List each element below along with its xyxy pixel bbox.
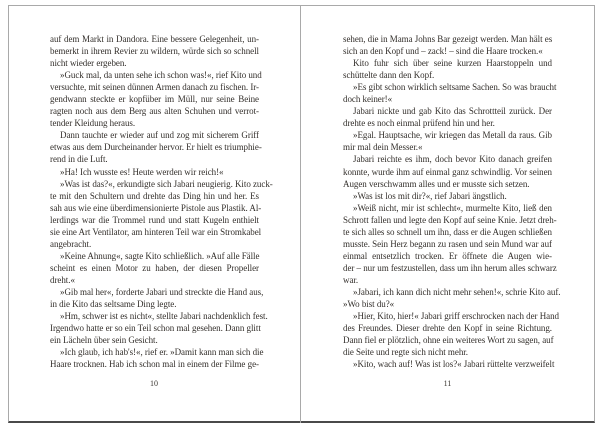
right-page-number: 11	[443, 379, 452, 388]
text-line: »Hm, schwer ist es nicht«, stellte Jabari nachdenklich fest.	[60, 311, 268, 322]
text-line: lerdings war die Trommel rund und statt Kugeln enthielt	[50, 214, 259, 225]
text-line: musste. Sein Herz begann zu rasen und sein Mund war auf	[343, 238, 552, 249]
text-line: tender Kleidung heraus.	[50, 118, 136, 129]
text-line: in die Kito das seltsame Ding legte.	[50, 299, 177, 310]
text-line: scheint es einen Motor zu haben, der diesen Propeller	[50, 262, 259, 273]
text-line: bemerkt in ihrem Revier zu wildern, würde sich so schnell	[50, 46, 259, 57]
text-line: war.	[343, 274, 359, 285]
text-line: die Seite und regte sich nicht mehr.	[343, 347, 468, 358]
text-line: nicht wieder ergeben.	[50, 58, 127, 69]
text-line: sah aus wie eine überdimensionierte Pistole aus Plastik. Al-	[50, 202, 262, 213]
text-line: des Freundes. Dieser drehte den Kopf in seine Richtung.	[343, 323, 552, 334]
left-page-number: 10	[150, 379, 158, 388]
text-line: Haare trocknen. Hab ich schon mal in einem der Filme ge-	[50, 359, 259, 370]
right-page-text	[343, 33, 561, 370]
text-line: mir mal dein Messer.«	[343, 142, 423, 153]
text-line: einmal entsetzlich trocken. Er öffnete die Augen wie-	[343, 250, 552, 261]
text-line: »Guck mal, da unten sehe ich schon was!«, rief Kito und	[60, 70, 262, 81]
text-line: ragten noch aus dem Berg aus alten Schuhen und verrot-	[50, 106, 259, 117]
text-line: etwas aus dem Durcheinander hervor. Er hielt es triumphie-	[50, 142, 262, 153]
text-line: »Keine Ahnung«, sagte Kito schließlich. »Auf alle Fälle	[60, 250, 260, 261]
text-line: Jabari nickte und gab Kito das Schrottteil zurück. Der	[353, 106, 552, 117]
text-line: te mit den Schultern und drehte das Ding hin und her. Es	[50, 190, 259, 201]
text-line: Jabari reichte es ihm, doch bevor Kito danach greifen	[353, 154, 552, 165]
text-line: Schrott fallen und legte den Kopf auf seine Knie. Jetzt dreh-	[343, 214, 557, 225]
text-line: gendwann steckte er kopfüber im Müll, nur seine Beine	[50, 94, 259, 105]
text-line: sie eine Art Ventilator, am hinteren Teil war ein Stromkabel	[50, 226, 262, 237]
text-line: »Weiß nicht, mir ist schlecht«, murmelte Kito, ließ den	[353, 202, 552, 213]
text-line: »Was ist das?«, erkundigte sich Jabari neugierig. Kito zuck-	[60, 178, 273, 189]
text-line: »Kito, wach auf! Was ist los?« Jabari rüttelte verzweifelt	[353, 359, 555, 370]
text-line: drehte es noch einmal prüfend hin und her.	[343, 118, 495, 129]
text-line: »Es gibt schon wirklich seltsame Sachen. So was braucht	[353, 82, 557, 93]
text-line: konnte, wurde ihm auf einmal ganz schwindlig. Vor seinen	[343, 166, 552, 177]
text-line: doch keiner!«	[343, 94, 393, 105]
text-line: angebracht.	[50, 238, 92, 249]
left-page-text	[50, 33, 273, 370]
text-line: dreht.«	[50, 274, 75, 285]
text-line: der – nur um festzustellen, dass um ihn herum alles schwarz	[343, 262, 557, 273]
text-line: sich an den Kopf und – zack! – sind die Haare trocken.«	[343, 46, 543, 57]
text-line: rend in die Luft.	[50, 154, 108, 165]
text-line: »Egal. Hauptsache, wir kriegen das Metall da raus. Gib	[353, 130, 552, 141]
text-line: ein Lächeln über sein Gesicht.	[50, 335, 158, 346]
left-page	[8, 0, 300, 426]
text-line: Irgendwo hatte er so ein Teil schon mal gesehen. Dann glitt	[50, 323, 261, 334]
text-line: »Ich glaub, ich hab's!«, rief er. »Damit kann man sich die	[60, 347, 264, 358]
text-line: Augen verschwamm alles und er musste sich setzen.	[343, 178, 530, 189]
text-line: te sich alles so schnell um ihn, dass er die Augen schließen	[343, 226, 552, 237]
text-line: »Hier, Kito, hier!« Jabari griff erschrocken nach der Hand	[353, 311, 559, 322]
text-line: versuchte, mit seinen dünnen Armen danach zu fischen. Ir-	[50, 82, 259, 93]
right-page	[301, 0, 594, 426]
text-line: »Jabari, ich kann dich nicht mehr sehen!«, schrie Kito auf.	[353, 286, 561, 297]
text-line: »Wo bist du?«	[343, 299, 395, 310]
text-line: Dann fiel er plötzlich, ohne ein weiteres Wort zu sagen, auf	[343, 335, 554, 346]
text-line: sehen, die in Mama Johns Bar gezeigt werden. Man hält es	[343, 34, 553, 44]
text-line: schüttelte dann den Kopf.	[343, 70, 435, 81]
text-line: auf dem Markt in Dandora. Eine bessere Gelegenheit, un-	[50, 34, 259, 44]
text-line: Dann tauchte er wieder auf und zog mit sicherem Griff	[60, 130, 259, 141]
text-line: »Was ist los mit dir?«, rief Jabari ängstlich.	[353, 190, 507, 201]
text-line: Kito fuhr sich über seine kurzen Haarstoppeln und	[353, 58, 552, 69]
text-line: »Gib mal her«, forderte Jabari und streckte die Hand aus,	[60, 286, 264, 297]
text-line: »Ha! Ich wusste es! Heute werden wir reich!«	[60, 166, 224, 177]
